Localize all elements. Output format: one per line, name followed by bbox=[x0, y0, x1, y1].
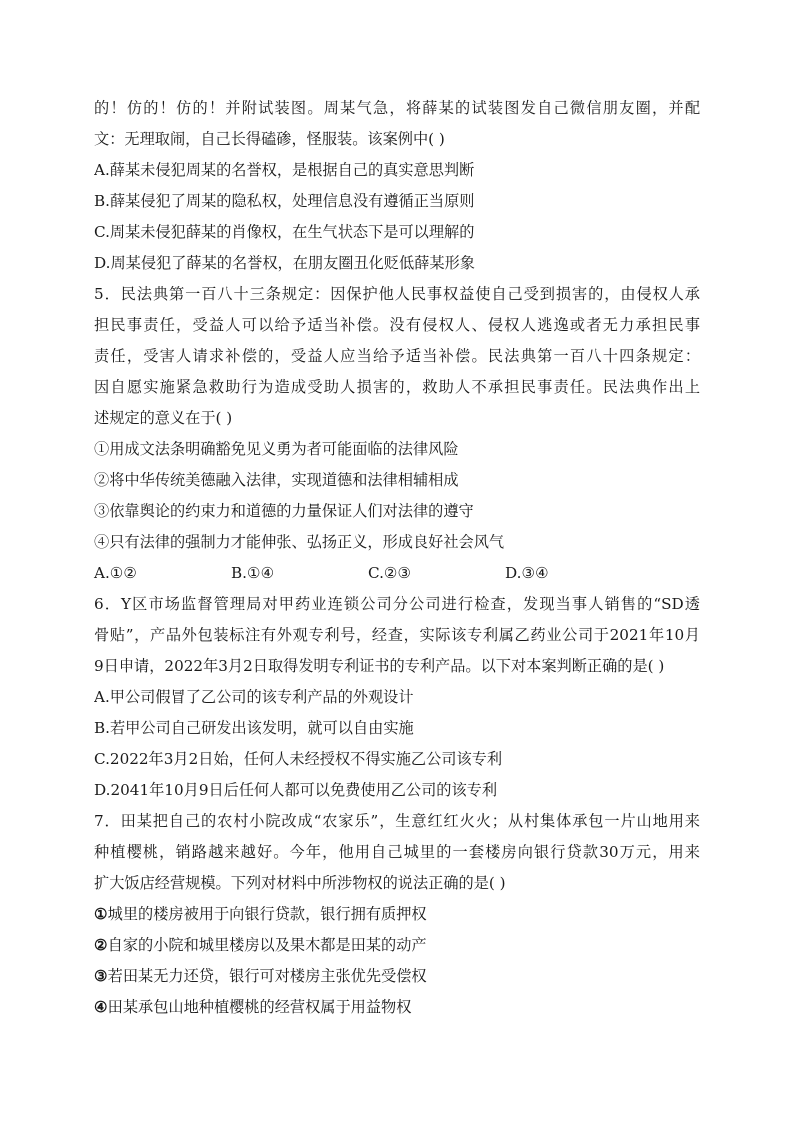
q7-statement-3-text: 若田某无力还贷，银行可对楼房主张优先受偿权 bbox=[107, 967, 427, 985]
q7-statement-4-mark: ④ bbox=[94, 998, 108, 1016]
q5-choice-b[interactable]: B.①④ bbox=[231, 564, 275, 582]
q4-option-d[interactable]: D.周某侵犯了薛某的名誉权，在朋友圈丑化贬低薛某形象 bbox=[94, 254, 475, 272]
q7-statement-2 bbox=[94, 930, 700, 961]
q4-stem-line-2: 文：无理取闹，自己长得磕碜，怪服装。该案例中( ) bbox=[94, 130, 445, 148]
q5-statement-3: ③依靠舆论的约束力和道德的力量保证人们对法律的遵守 bbox=[94, 502, 474, 520]
q5-stem-line-3: 责任，受害人请求补偿的，受益人应当给予适当补偿。民法典第一百八十四条规定： bbox=[94, 347, 700, 365]
q7-statement-3 bbox=[94, 961, 700, 992]
q5-stem-line-5: 述规定的意义在于( ) bbox=[94, 409, 233, 427]
q6-stem-line-3: 9日申请，2022年3月2日取得发明专利证书的专利产品。以下对本案判断正确的是( ) bbox=[94, 657, 665, 675]
q7-stem-line-1: 7．田某把自己的农村小院改成“农家乐”，生意红红火火；从村集体承包一片山地用来 bbox=[94, 812, 700, 830]
q7-statement-1-mark: ① bbox=[94, 905, 108, 923]
q7-statement-1-text: 城里的楼房被用于向银行贷款，银行拥有质押权 bbox=[107, 905, 427, 923]
q4-stem-line-1: 的！仿的！仿的！并附试装图。周某气急，将薛某的试装图发自己微信朋友圈，并配 bbox=[94, 99, 700, 117]
q7-stem-line-3: 扩大饭店经营规模。下列对材料中所涉物权的说法正确的是( ) bbox=[94, 874, 506, 892]
q7-statement-2-mark: ② bbox=[94, 936, 108, 954]
q6-stem-line-1: 6．Y区市场监督管理局对甲药业连锁公司分公司进行检查，发现当事人销售的“SD透 bbox=[94, 595, 700, 613]
q4-option-c[interactable]: C.周某未侵犯薛某的肖像权，在生气状态下是可以理解的 bbox=[94, 223, 475, 241]
q5-statement-4: ④只有法律的强制力才能伸张、弘扬正义，形成良好社会风气 bbox=[94, 533, 505, 551]
q5-statement-2: ②将中华传统美德融入法律，实现道德和法律相辅相成 bbox=[94, 471, 459, 489]
q7-statement-1 bbox=[94, 899, 700, 930]
q6-option-c[interactable]: C.2022年3月2日始，任何人未经授权不得实施乙公司该专利 bbox=[94, 750, 503, 768]
q5-stem-line-4: 因自愿实施紧急救助行为造成受助人损害的，救助人不承担民事责任。民法典作出上 bbox=[94, 378, 700, 396]
q7-statement-2-text: 自家的小院和城里楼房以及果木都是田某的动产 bbox=[107, 936, 427, 954]
q5-choice-d[interactable]: D.③④ bbox=[505, 564, 549, 582]
q5-choice-a[interactable]: A.①② bbox=[94, 564, 138, 582]
q5-stem-line-2: 担民事责任，受益人可以给予适当补偿。没有侵权人、侵权人逃逸或者无力承担民事 bbox=[94, 316, 700, 334]
q5-statement-1: ①用成文法条明确豁免见义勇为者可能面临的法律风险 bbox=[94, 440, 459, 458]
q7-stem-line-2: 种植樱桃，销路越来越好。今年，他用自己城里的一套楼房向银行贷款30万元，用来 bbox=[94, 843, 700, 861]
q5-choice-c[interactable]: C.②③ bbox=[368, 564, 412, 582]
q6-option-b[interactable]: B.若甲公司自己研发出该发明，就可以自由实施 bbox=[94, 719, 414, 737]
q6-stem-line-2: 骨贴”，产品外包装标注有外观专利号，经查，实际该专利属乙药业公司于2021年10月 bbox=[94, 626, 700, 644]
page-content bbox=[94, 93, 700, 1023]
q5-stem-line-1: 5．民法典第一百八十三条规定：因保护他人民事权益使自己受到损害的，由侵权人承 bbox=[94, 285, 700, 303]
q4-option-a[interactable]: A.薛某未侵犯周某的名誉权，是根据自己的真实意思判断 bbox=[94, 161, 475, 179]
q5-choices bbox=[94, 558, 700, 589]
q7-statement-3-mark: ③ bbox=[94, 967, 108, 985]
q6-option-a[interactable]: A.甲公司假冒了乙公司的该专利产品的外观设计 bbox=[94, 688, 414, 706]
q6-option-d[interactable]: D.2041年10月9日后任何人都可以免费使用乙公司的该专利 bbox=[94, 781, 498, 799]
q7-statement-4 bbox=[94, 992, 700, 1023]
q7-statement-4-text: 田某承包山地种植樱桃的经营权属于用益物权 bbox=[107, 998, 412, 1016]
q4-option-b[interactable]: B.薛某侵犯了周某的隐私权，处理信息没有遵循正当原则 bbox=[94, 192, 475, 210]
